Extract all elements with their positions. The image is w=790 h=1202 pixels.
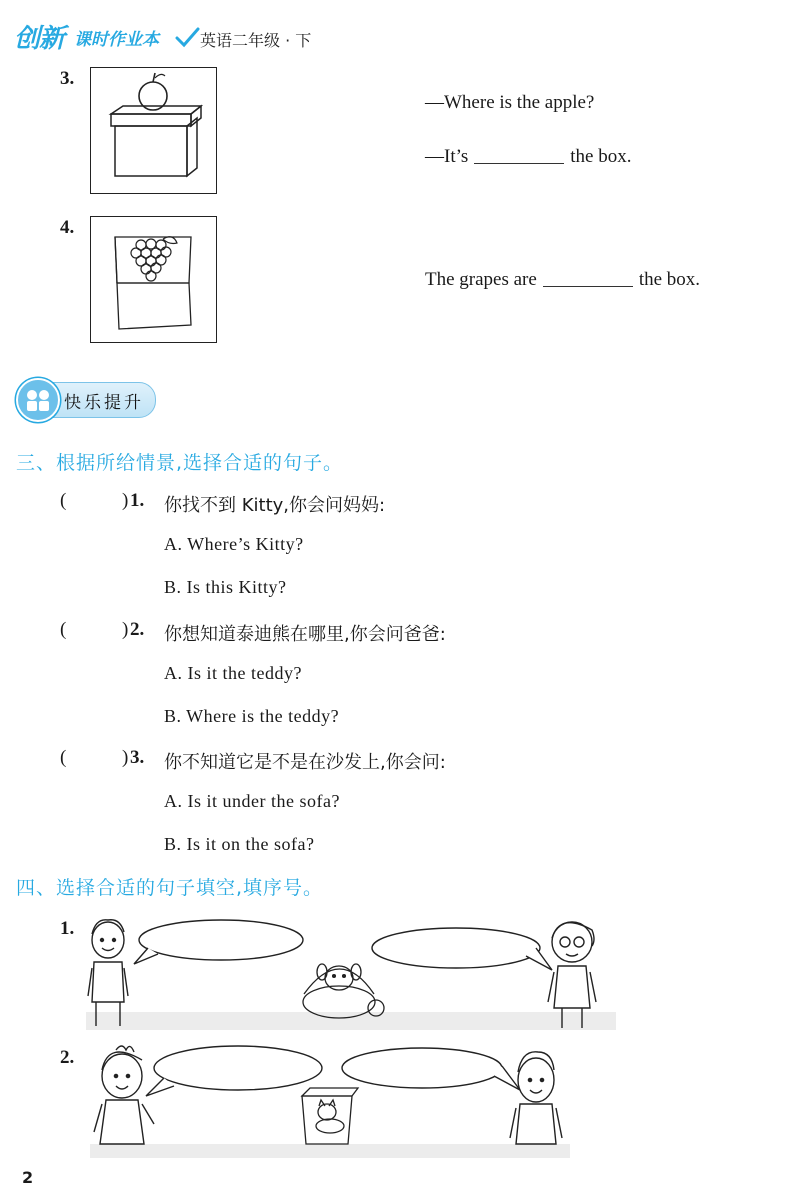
scene-1-illustration <box>86 912 616 1030</box>
answer-suffix: the box. <box>570 146 632 167</box>
question-number: 3. <box>60 68 75 89</box>
apple-box-illustration <box>91 68 216 193</box>
children-icon <box>18 380 58 420</box>
answer-prefix: —It’s <box>425 146 469 167</box>
speech-bubble-right <box>372 928 540 968</box>
section-4-title: 四、选择合适的句子填空,填序号。 <box>16 877 324 899</box>
speech-bubble-left <box>154 1046 322 1090</box>
section-badge <box>16 378 156 420</box>
answer-blank[interactable] <box>474 163 564 164</box>
option-a[interactable]: A. Is it the teddy? <box>164 663 302 683</box>
boy-figure <box>88 920 128 1026</box>
option-b[interactable]: B. Is it on the sofa? <box>164 834 315 854</box>
girl-figure <box>94 1046 154 1144</box>
answer-blank[interactable] <box>543 286 633 287</box>
answer-paren-open: ( <box>60 490 67 511</box>
option-b[interactable]: B. Is this Kitty? <box>164 577 287 597</box>
item-prompt: 你不知道它是不是在沙发上,你会问: <box>164 752 446 773</box>
answer-paren-close[interactable]: ) <box>122 747 129 768</box>
item-number: 1. <box>130 490 145 511</box>
brand-logo: 创新 <box>14 24 65 54</box>
sentence-prefix: The grapes are <box>425 269 537 290</box>
item-number: 2. <box>130 619 145 640</box>
grapes-box-illustration <box>91 217 216 342</box>
speech-bubble-left <box>139 920 303 960</box>
grapes-in-box-picture <box>90 216 217 343</box>
item-prompt: 你找不到 Kitty,你会问妈妈: <box>164 495 386 516</box>
basket-dog <box>303 964 384 1018</box>
answer-paren-open: ( <box>60 747 67 768</box>
item-number: 3. <box>130 747 145 768</box>
option-a[interactable]: A. Where’s Kitty? <box>164 534 304 554</box>
answer-paren-close[interactable]: ) <box>122 490 129 511</box>
option-b[interactable]: B. Where is the teddy? <box>164 706 340 726</box>
question-3-dialogue <box>425 92 594 114</box>
page-number: 2 <box>22 1168 34 1187</box>
scene-1-drawing <box>86 912 616 1030</box>
scene-2-illustration <box>90 1040 570 1158</box>
brand-series: 课时作业本 <box>74 30 159 50</box>
item-number: 1. <box>60 918 75 939</box>
apple-on-box-picture <box>90 67 217 194</box>
header <box>14 18 394 52</box>
question-line: —Where is the apple? <box>425 92 595 113</box>
scene-2-drawing <box>90 1040 570 1158</box>
badge-circle <box>16 378 60 422</box>
answer-paren-close[interactable]: ) <box>122 619 129 640</box>
section-3-title: 三、根据所给情景,选择合适的句子。 <box>16 452 344 474</box>
checkmark-icon <box>174 26 200 48</box>
badge-label: 快乐提升 <box>64 393 144 413</box>
item-prompt: 你想知道泰迪熊在哪里,你会问爸爸: <box>164 624 446 645</box>
answer-line <box>425 146 632 168</box>
answer-paren-open: ( <box>60 619 67 640</box>
boy-figure <box>510 1052 562 1144</box>
sentence-suffix: the box. <box>638 269 701 290</box>
speech-bubble-right <box>342 1048 502 1088</box>
subject-label: 英语二年级 · 下 <box>200 31 312 50</box>
box-cat <box>302 1088 358 1144</box>
question-number: 4. <box>60 217 75 238</box>
question-4-sentence <box>425 269 700 291</box>
item-number: 2. <box>60 1047 75 1068</box>
option-a[interactable]: A. Is it under the sofa? <box>164 791 340 811</box>
